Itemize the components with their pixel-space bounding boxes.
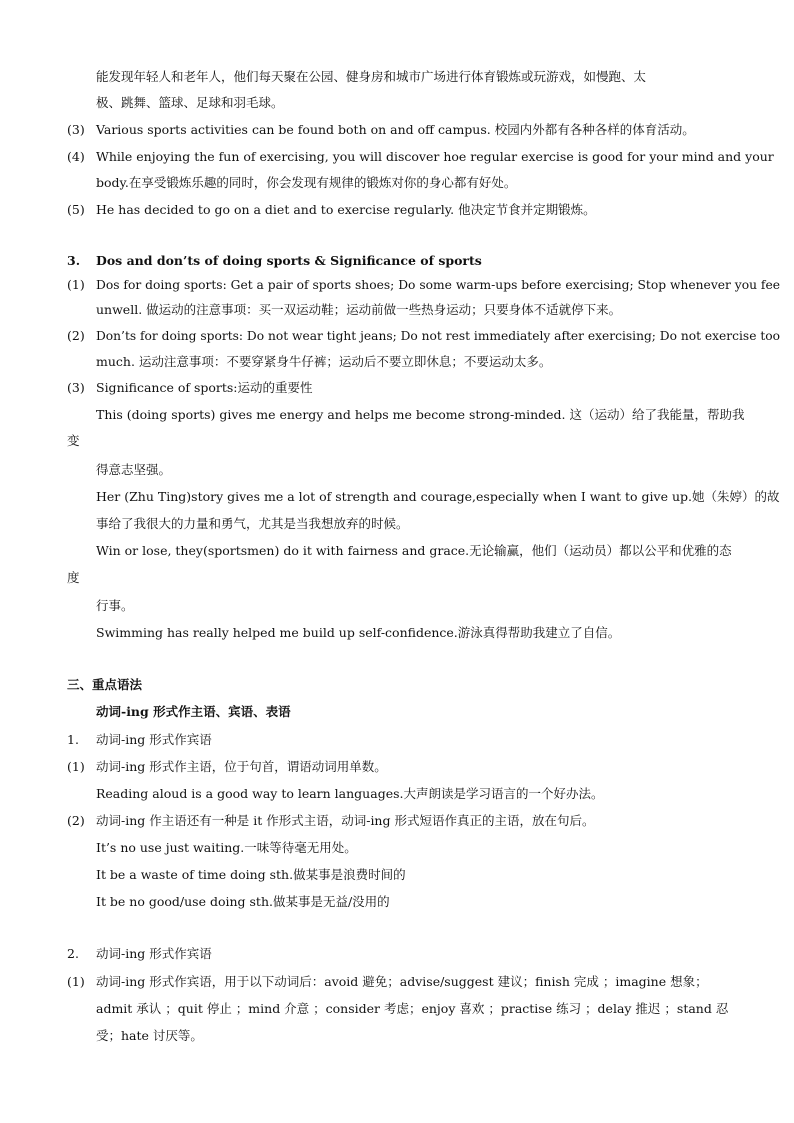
text-line: 极、跳舞、篮球、足球和羽毛球。	[96, 95, 284, 110]
item-number: (1)	[67, 759, 85, 774]
text-line: Swimming has really helped me build up self-confidence.游泳真得帮助我建立了自信。	[96, 625, 621, 640]
text-line: Her (Zhu Ting)story gives me a lot of strength and courage,especially when I want to give up.她（朱婷）的故	[96, 489, 780, 504]
item-number: (3)	[67, 122, 85, 137]
section-number: 3.	[67, 253, 81, 268]
text-line: 受；hate 讨厌等。	[96, 1028, 203, 1043]
text-line: 动词-ing 作主语还有一种是 it 作形式主语，动词-ing 形式短语作真正的主语，放在句后。	[96, 813, 595, 828]
item-number: 1.	[67, 732, 79, 747]
text-line: Dos for doing sports: Get a pair of sports shoes; Do some warm-ups before exercising; Stop whenever you fee	[96, 277, 781, 292]
text-line: 动词-ing 形式作宾语，用于以下动词后：avoid 避免；advise/suggest 建议；finish 完成 ；imagine 想象；	[96, 974, 708, 989]
section-heading: 三、重点语法	[67, 677, 143, 692]
item-number: 2.	[67, 946, 79, 961]
text-line: unwell. 做运动的注意事项：买一双运动鞋；运动前做一些热身运动；只要身体不适就停下来。	[96, 302, 622, 317]
section-heading: Dos and don’ts of doing sports & Significance of sports	[96, 253, 482, 268]
item-number: (2)	[67, 813, 85, 828]
text-line: It be a waste of time doing sth.做某事是浪费时间的	[96, 867, 406, 882]
text-line: 能发现年轻人和老年人，他们每天聚在公园、健身房和城市广场进行体育锻炼或玩游戏，如慢跑、太	[96, 69, 647, 84]
text-line: Significance of sports:运动的重要性	[96, 380, 313, 395]
item-number: (1)	[67, 277, 85, 292]
item-number: (4)	[67, 149, 85, 164]
text-line: 动词-ing 形式作宾语	[96, 946, 212, 961]
text-line: It be no good/use doing sth.做某事是无益/没用的	[96, 894, 390, 909]
text-line: 事给了我很大的力量和勇气，尤其是当我想放弃的时候。	[96, 516, 409, 531]
text-line: Various sports activities can be found both on and off campus. 校园内外都有各种各样的体育活动。	[96, 122, 695, 137]
text-line: Win or lose, they(sportsmen) do it with fairness and grace.无论输赢，他们（运动员）都以公平和优雅的态	[96, 543, 732, 558]
text-line: He has decided to go on a diet and to exercise regularly. 他决定节食并定期锻炼。	[96, 202, 596, 217]
text-line: Reading aloud is a good way to learn languages.大声朗读是学习语言的一个好办法。	[96, 786, 604, 801]
text-line: 行事。	[96, 598, 134, 613]
text-line: 变	[67, 433, 80, 448]
text-line: It’s no use just waiting.一味等待毫无用处。	[96, 840, 357, 855]
text-line: admit 承认 ；quit 停止 ；mind 介意 ；consider 考虑；enjoy 喜欢 ；practise 练习 ；delay 推迟 ；stand 忍	[96, 1001, 729, 1016]
item-number: (5)	[67, 202, 85, 217]
item-number: (1)	[67, 974, 85, 989]
text-line: 得意志坚强。	[96, 462, 172, 477]
text-line: Don’ts for doing sports: Do not wear tight jeans; Do not rest immediately after exercising; Do not exercise too	[96, 328, 780, 343]
item-number: (3)	[67, 380, 85, 395]
text-line: body.在享受锻炼乐趣的同时，你会发现有规律的锻炼对你的身心都有好处。	[96, 175, 517, 190]
text-line: 度	[67, 570, 80, 585]
item-number: (2)	[67, 328, 85, 343]
subsection-heading: 动词-ing 形式作主语、宾语、表语	[96, 704, 291, 719]
text-line: 动词-ing 形式作主语，位于句首，谓语动词用单数。	[96, 759, 387, 774]
text-line: much. 运动注意事项：不要穿紧身牛仔裤；运动后不要立即休息；不要运动太多。	[96, 354, 552, 369]
text-line: This (doing sports) gives me energy and helps me become strong-minded. 这（运动）给了我能量，帮助我	[96, 407, 745, 422]
text-line: While enjoying the fun of exercising, you will discover hoe regular exercise is good for your mind and your	[96, 149, 774, 164]
text-line: 动词-ing 形式作宾语	[96, 732, 212, 747]
